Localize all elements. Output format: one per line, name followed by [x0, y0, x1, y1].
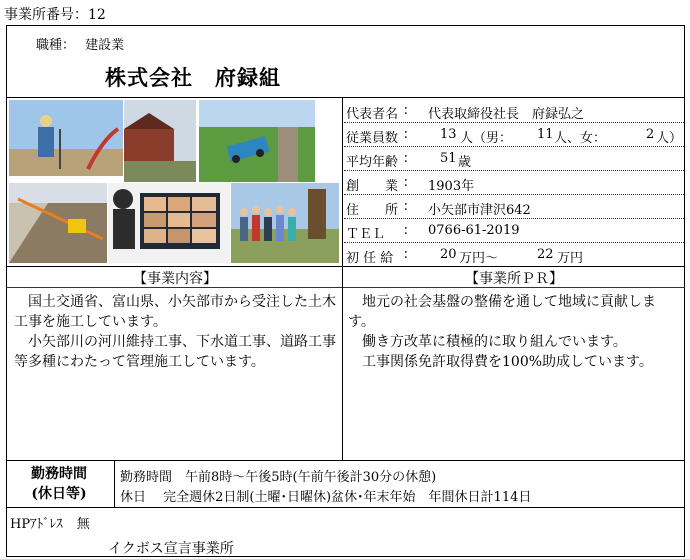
tel-label: ＴＥＬ: [346, 227, 386, 242]
business-content: [14, 292, 336, 372]
divider: [114, 460, 115, 507]
divider: [6, 507, 685, 508]
info-divider: [344, 122, 684, 123]
business-paragraph: 国土交通省、富山県、小矢部市から受注した土木工事を施工しています。: [14, 294, 336, 330]
representative-label: 代表者名: [346, 107, 399, 122]
industry-value: 建設業: [85, 38, 125, 53]
tel-value: 0766-61-2019: [428, 223, 520, 238]
salary-label: 初 任 給: [346, 251, 394, 266]
employees-male: 11: [537, 127, 554, 142]
average-age-label: 平均年齢: [346, 155, 399, 170]
salary-min: 20: [440, 247, 457, 262]
divider: [6, 460, 685, 461]
founded-value: 1903年: [428, 179, 475, 194]
ikuboss-declaration: イクボス宣言事業所: [108, 541, 234, 557]
work-holidays: 休日 完全週休2日制(土曜･日曜休)盆休･年末年始 年間休日計114日: [120, 490, 532, 505]
company-name: 株式会社 府録組: [105, 66, 281, 90]
founded-label: 創 業: [346, 179, 399, 194]
address-value: 小矢部市津沢642: [428, 203, 531, 218]
representative-value: 代表取締役社長 府録弘之: [428, 107, 585, 122]
employees-female-unit: 人）: [656, 131, 683, 146]
info-divider: [344, 194, 684, 195]
office-number: 事業所番号：12: [4, 7, 106, 23]
business-heading: 【事業内容】: [133, 271, 217, 287]
work-label: [8, 464, 110, 504]
employees-label: 従業員数: [346, 131, 399, 146]
info-divider: [344, 170, 684, 171]
employees-total: 13: [440, 127, 457, 142]
salary-min-unit: 万円～: [459, 251, 499, 266]
hp-label: HPｱﾄﾞﾚｽ: [10, 517, 63, 532]
industry-label: 職種：: [36, 38, 76, 53]
info-divider: [344, 146, 684, 147]
business-paragraph: 小矢部川の河川維持工事、下水道工事、道路工事等多種にわたって管理施工しています。: [14, 334, 336, 370]
divider: [342, 97, 343, 460]
info-divider: [344, 218, 684, 219]
employees-unit: 人（男：: [460, 131, 513, 146]
employees-male-unit: 人、女：: [554, 131, 607, 146]
salary-max-unit: 万円: [557, 251, 584, 266]
brick-building-photo: [124, 100, 196, 182]
industry: [36, 34, 124, 53]
hp-address: [10, 513, 90, 532]
field-truck-photo: [199, 100, 315, 182]
pr-heading: 【事業所ＰＲ】: [465, 271, 563, 287]
photo-collage: [8, 99, 341, 265]
work-label-line1: 勤務時間: [31, 466, 87, 482]
employees-female: 2: [646, 127, 655, 142]
divider: [6, 266, 685, 267]
salary-max: 22: [537, 247, 554, 262]
info-divider: [344, 242, 684, 243]
group-photo: [231, 183, 339, 263]
average-age-unit: 歳: [458, 155, 472, 170]
construction-site-photo: [9, 183, 107, 263]
pr-paragraph: 働き方改革に積極的に取り組んでいます。: [362, 334, 627, 350]
video-conference-photo: [108, 183, 230, 263]
pr-paragraph: 工事関係免許取得費を100%助成しています。: [362, 354, 653, 370]
pr-paragraph: 地元の社会基盤の整備を通して地域に貢献します。: [348, 294, 656, 330]
address-label: 住 所: [346, 203, 399, 218]
work-label-line2: (休日等): [31, 486, 87, 502]
hp-value: 無: [76, 517, 90, 532]
work-hours: 勤務時間 午前8時～午後5時(午前午後計30分の休憩): [120, 470, 437, 485]
surveyor-photo: [9, 100, 123, 176]
pr-content: [348, 292, 678, 372]
divider: [6, 97, 685, 98]
average-age-value: 51: [440, 151, 457, 166]
